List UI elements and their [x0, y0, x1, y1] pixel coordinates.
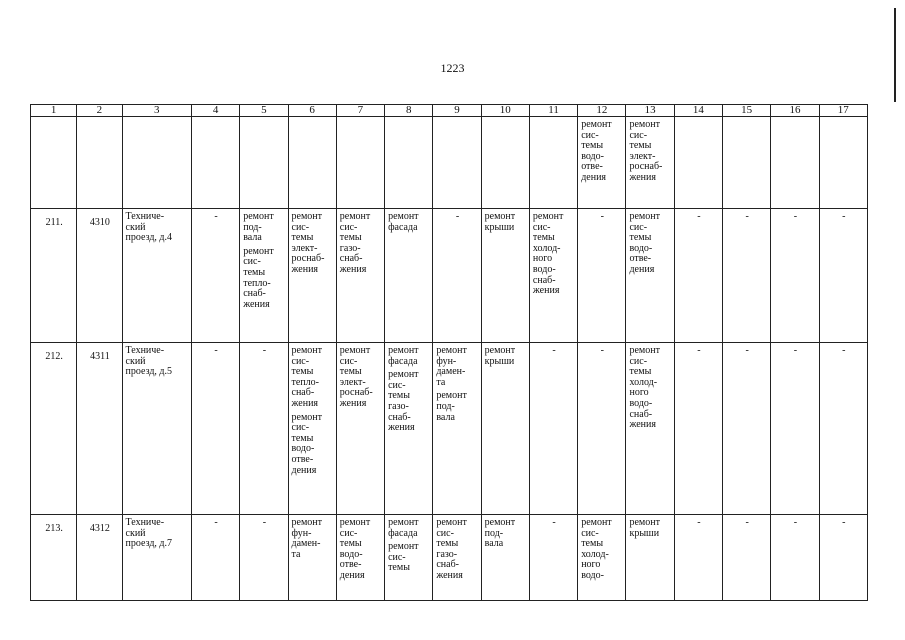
cell-text: ремонт сис- темы водо- отве- дения — [291, 411, 322, 476]
table-row — [31, 343, 868, 515]
cell-text: ремонт сис- темы тепло- снаб- жения — [243, 245, 274, 310]
address: Техниче- ский проезд, д.7 — [125, 517, 173, 550]
column-header: 11 — [529, 105, 577, 117]
empty-cell: - — [674, 343, 722, 515]
column-header: 8 — [385, 105, 433, 117]
row-number: 211. — [31, 209, 77, 343]
cell-text: ремонт фасада — [388, 211, 419, 233]
column-header: 3 — [122, 105, 191, 117]
column-header: 17 — [819, 105, 867, 117]
cell-text: ремонт сис- темы холод- ного водо- снаб- жения — [629, 345, 660, 431]
empty-cell: - — [771, 343, 819, 515]
address: Техниче- ский проезд, д.5 — [125, 345, 173, 378]
cell-text: ремонт сис- темы холод- ного водо- снаб- жения — [532, 211, 564, 297]
building-code: 4310 — [77, 209, 122, 343]
empty-cell: - — [819, 209, 867, 343]
column-header: 14 — [674, 105, 722, 117]
column-header: 5 — [240, 105, 288, 117]
cell-text: ремонт крыши — [484, 211, 516, 233]
margin-mark — [894, 8, 896, 102]
cell-text: ремонт крыши — [629, 517, 660, 539]
cell-text: ремонт сис- темы газо- снаб- жения — [388, 369, 419, 434]
column-header: 1 — [31, 105, 77, 117]
continuation-row — [31, 117, 868, 209]
table-row — [31, 209, 868, 343]
empty-cell: - — [578, 343, 626, 515]
cell-text: ремонт фасада — [388, 345, 419, 367]
cell-text: ремонт сис- темы — [388, 541, 419, 574]
page-number: 1223 — [440, 61, 465, 75]
table-row — [31, 515, 868, 601]
empty-cell: - — [191, 209, 239, 343]
empty-cell: - — [191, 515, 239, 601]
empty-cell: - — [723, 515, 771, 601]
column-header: 13 — [626, 105, 674, 117]
empty-cell: - — [529, 515, 577, 601]
cell-text: ремонт сис- темы элект- роснаб- жения — [339, 345, 373, 409]
building-code: 4311 — [77, 343, 122, 515]
cell-text: ремонт сис- темы элект- роснаб- жения — [629, 119, 663, 183]
cell-text: ремонт сис- темы газо- снаб- жения — [436, 517, 467, 581]
address: Техниче- ский проезд, д.4 — [125, 211, 173, 244]
cell-text: ремонт сис- темы водо- отве- дения — [339, 517, 371, 581]
empty-cell: - — [771, 515, 819, 601]
cell-text: ремонт фун- дамен- та — [291, 517, 322, 560]
empty-cell: - — [578, 209, 626, 343]
cell-text: ремонт под- вала — [436, 390, 467, 423]
column-header: 7 — [336, 105, 384, 117]
column-header: 15 — [723, 105, 771, 117]
empty-cell: - — [191, 343, 239, 515]
column-header: 4 — [191, 105, 239, 117]
empty-cell: - — [240, 343, 288, 515]
column-header: 2 — [77, 105, 122, 117]
row-number: 212. — [31, 343, 77, 515]
column-header: 9 — [433, 105, 481, 117]
cell-text: ремонт под- вала — [243, 211, 274, 244]
cell-text: ремонт сис- темы холод- ного водо- — [581, 517, 612, 581]
empty-cell: - — [771, 209, 819, 343]
cell-text: ремонт сис- темы элект- роснаб- жения — [291, 211, 325, 275]
empty-cell: - — [240, 515, 288, 601]
cell-text: ремонт сис- темы газо- снаб- жения — [339, 211, 371, 275]
cell-text: ремонт фасада — [388, 517, 419, 539]
empty-cell: - — [819, 343, 867, 515]
empty-cell: - — [674, 515, 722, 601]
column-header: 16 — [771, 105, 819, 117]
cell-text: ремонт сис- темы тепло- снаб- жения — [291, 345, 322, 409]
empty-cell: - — [529, 343, 577, 515]
empty-cell: - — [819, 515, 867, 601]
cell-text: ремонт сис- темы водо- отве- дения — [629, 211, 660, 275]
empty-cell: - — [433, 209, 481, 343]
empty-cell: - — [674, 209, 722, 343]
repair-schedule-table — [30, 104, 868, 601]
cell-text: ремонт фун- дамен- та — [436, 345, 467, 388]
cell-text: ремонт под- вала — [484, 517, 516, 550]
column-header: 6 — [288, 105, 336, 117]
column-header: 12 — [578, 105, 626, 117]
row-number: 213. — [31, 515, 77, 601]
building-code: 4312 — [77, 515, 122, 601]
empty-cell: - — [723, 209, 771, 343]
cell-text: ремонт сис- темы водо- отве- дения — [581, 119, 612, 183]
cell-text: ремонт крыши — [484, 345, 516, 367]
column-number-row — [31, 105, 868, 117]
empty-cell: - — [723, 343, 771, 515]
column-header: 10 — [481, 105, 529, 117]
